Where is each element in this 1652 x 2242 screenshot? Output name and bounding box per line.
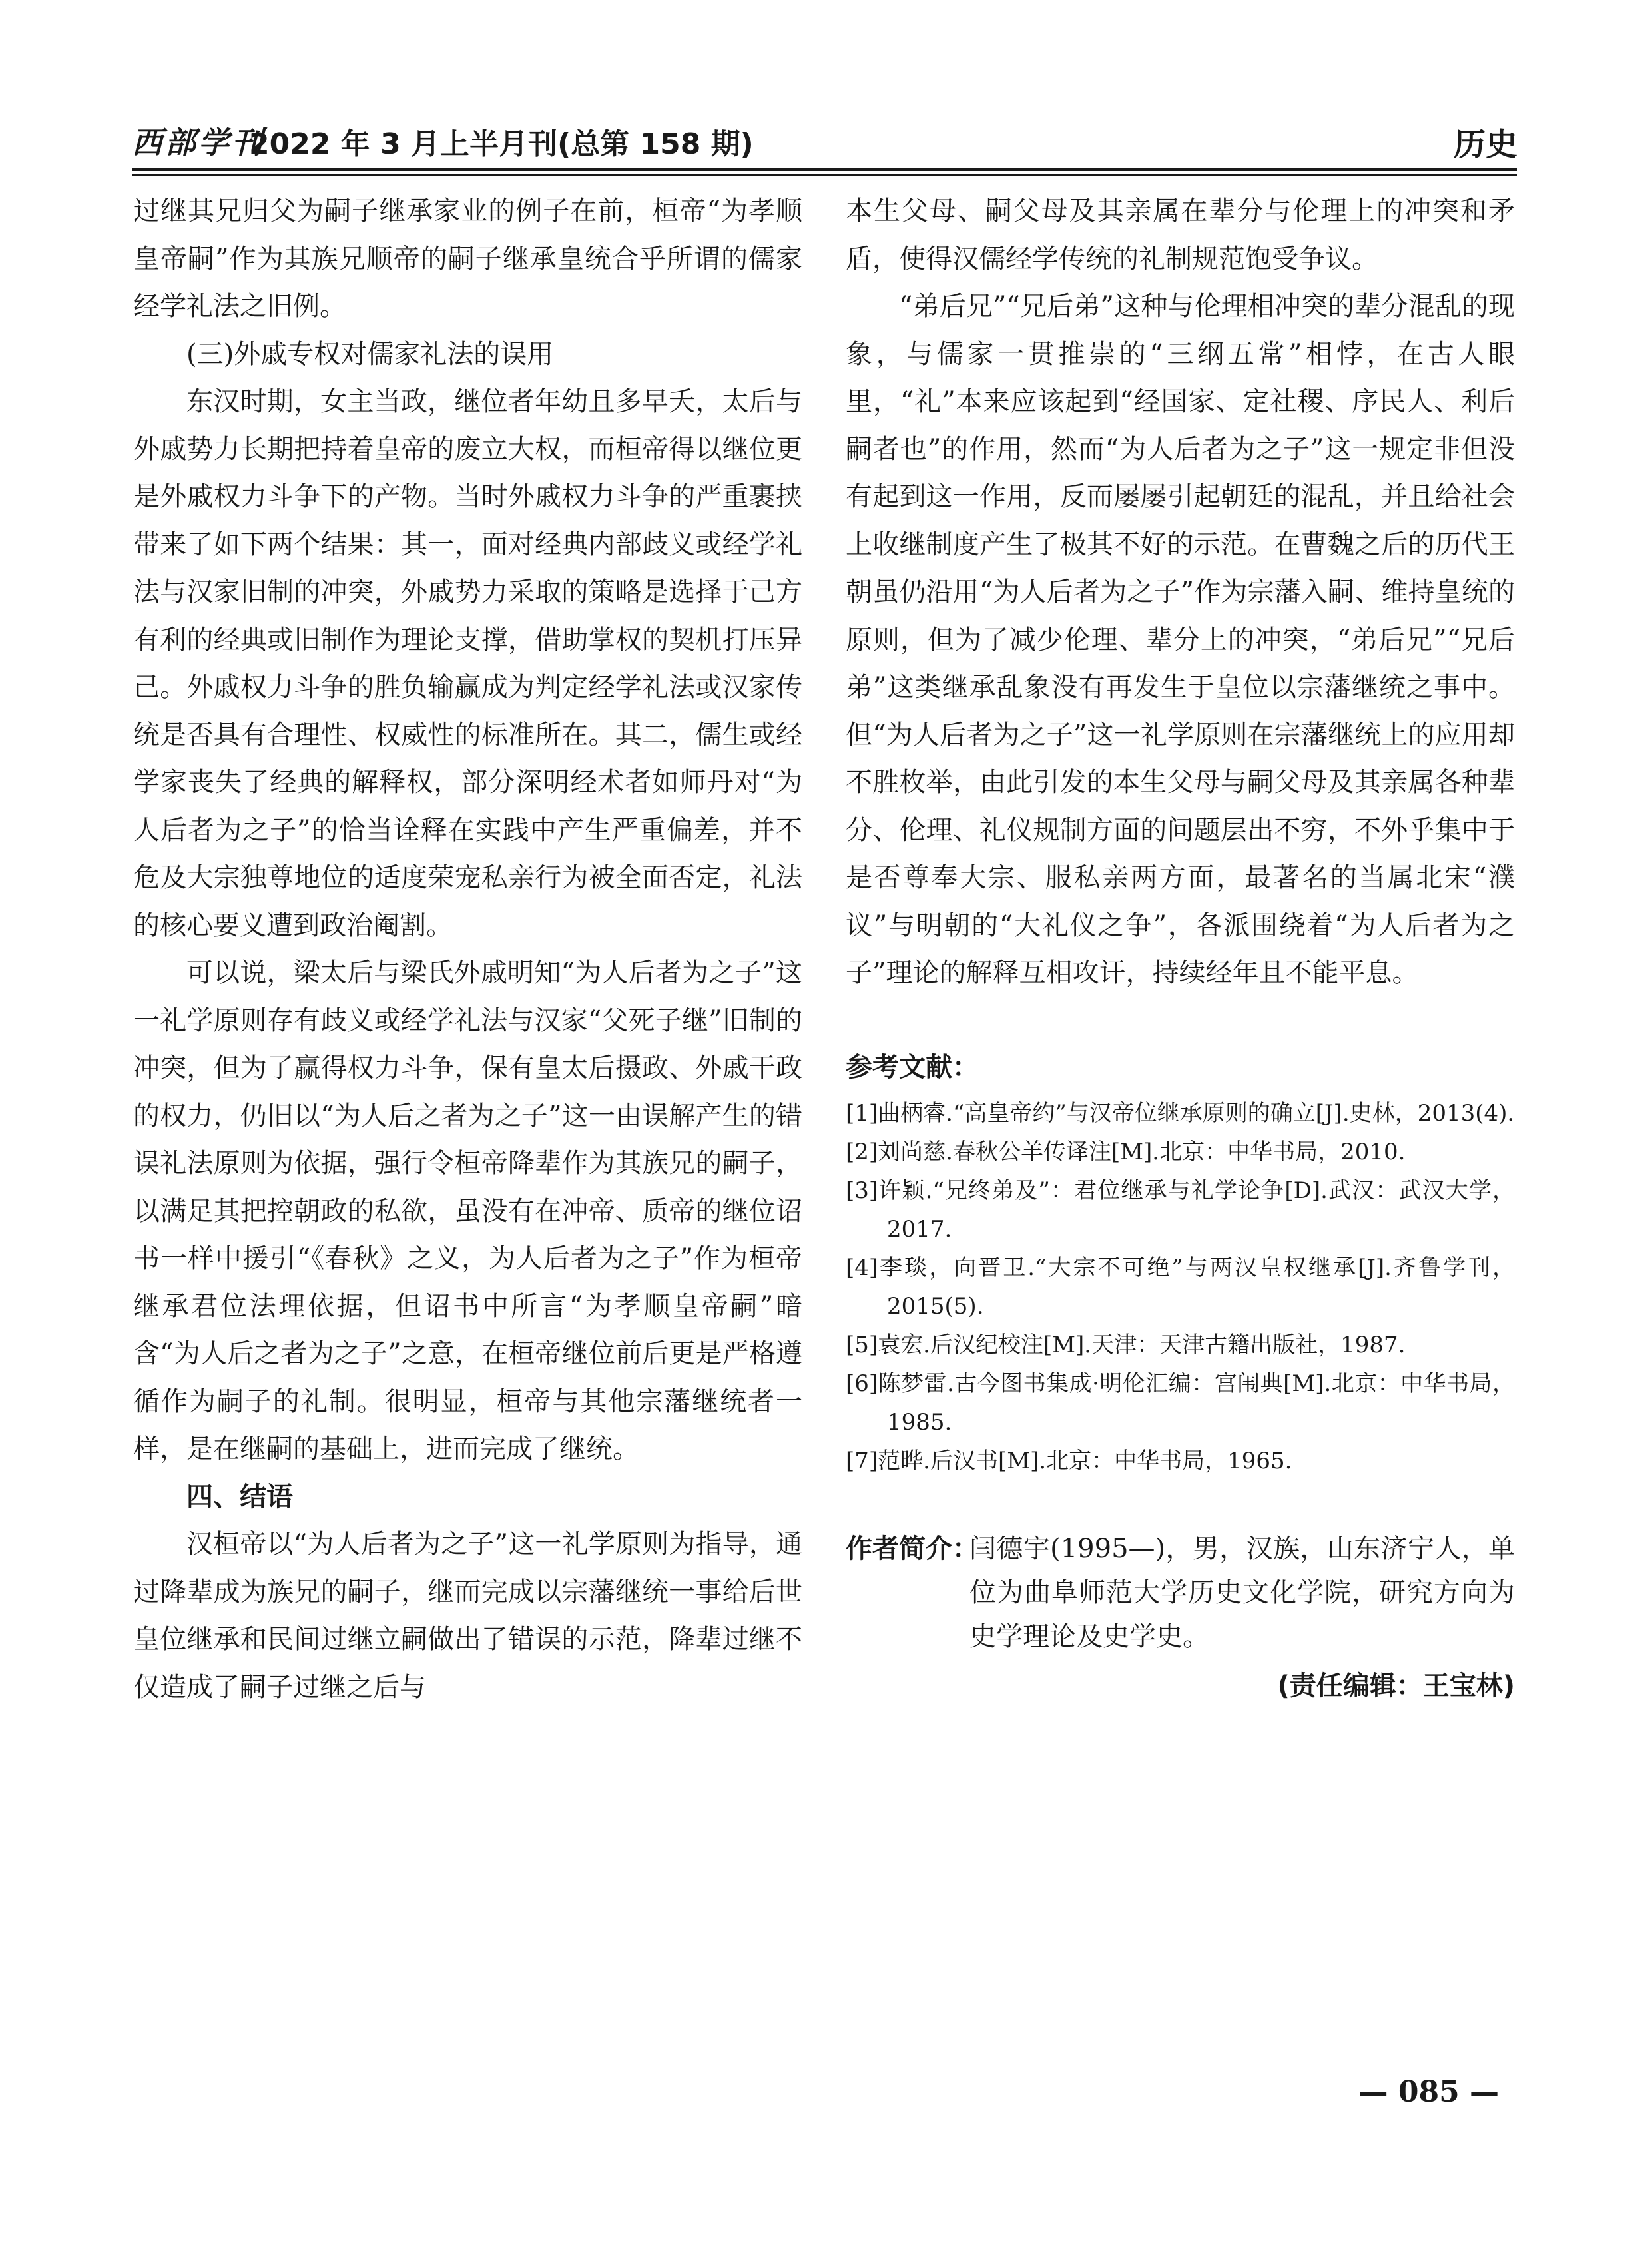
paragraph: 过继其兄归父为嗣子继承家业的例子在前，桓帝“为孝顺皇帝嗣”作为其族兄顺帝的嗣子继承皇统合乎所谓的儒家经学礼法之旧例。 — [133, 196, 802, 322]
section-title: 历史 — [1453, 126, 1517, 163]
author-bio — [846, 1527, 1515, 1659]
reference-item: [4]李琰，向晋卫.“大宗不可绝”与两汉皇权继承[J].齐鲁学刊，2015(5). — [846, 1255, 1515, 1320]
responsible-editor: (责任编辑：王宝林) — [1277, 1671, 1515, 1701]
section-heading: 四、结语 — [186, 1481, 293, 1512]
left-column — [133, 188, 802, 1711]
reference-item: [7]范晔.后汉书[M].北京：中华书局，1965. — [846, 1448, 1292, 1474]
reference-item: [1]曲柄睿.“高皇帝约”与汉帝位继承原则的确立[J].史林，2013(4). — [846, 1100, 1515, 1127]
paragraph: 汉桓帝以“为人后者为之子”这一礼学原则为指导，通过降辈成为族兄的嗣子，继而完成以宗藩继统一事给后世皇位继承和民间过继立嗣做出了错误的示范，降辈过继不仅造成了嗣子过继之后与 — [133, 1529, 802, 1703]
paragraph: 本生父母、嗣父母及其亲属在辈分与伦理上的冲突和矛盾，使得汉儒经学传统的礼制规范饱受争议。 — [846, 196, 1515, 274]
reference-item: [2]刘尚慈.春秋公羊传译注[M].北京：中华书局，2010. — [846, 1139, 1406, 1165]
issue-info: 2022 年 3 月上半月刊(总第 158 期) — [249, 127, 754, 161]
page-header — [132, 115, 1517, 161]
author-text: 闫德宇(1995—)，男，汉族，山东济宁人，单位为曲阜师范大学历史文化学院，研究方向为史学理论及史学史。 — [969, 1534, 1515, 1652]
references-title: 参考文献： — [846, 1051, 979, 1083]
reference-item: [5]袁宏.后汉纪校注[M].天津：天津古籍出版社，1987. — [846, 1332, 1406, 1358]
references-list — [846, 1094, 1515, 1480]
header-rule-thick — [132, 168, 1517, 171]
right-column — [846, 188, 1515, 1711]
author-label: 作者简介： — [846, 1534, 979, 1564]
reference-item: [3]许颖.“兄终弟及”：君位继承与礼学论争[D].武汉：武汉大学，2017. — [846, 1177, 1515, 1243]
paragraph: “弟后兄”“兄后弟”这种与伦理相冲突的辈分混乱的现象，与儒家一贯推崇的“三纲五常”相悖，在古人眼里，“礼”本来应该起到“经国家、定社稷、序民人、利后嗣者也”的作用，然而“为人后者为之子”这一规定非但没有起到这一作用，反而屡屡引起朝廷的混乱，并且给社会上收继制度产生了极其不好的示范。在曹魏之后的历代王朝虽仍沿用“为人后者为之子”作为宗藩入嗣、维持皇统的原则，但为了减少伦理、辈分上的冲突，“弟后兄”“兄后弟”这类继承乱象没有再发生于皇位以宗藩继统之事中。但“为人后者为之子”这一礼学原则在宗藩继统上的应用却不胜枚举，由此引发的本生父母与嗣父母及其亲属各种辈分、伦理、礼仪规制方面的问题层出不穷，不外乎集中于是否尊奉大宗、服私亲两方面，最著名的当属北宋“濮议”与明朝的“大礼仪之争”，各派围绕着“为人后者为之子”理论的解释互相攻讦，持续经年且不能平息。 — [846, 291, 1515, 988]
reference-item: [6]陈梦雷.古今图书集成·明伦汇编：宫闱典[M].北京：中华书局，1985. — [846, 1370, 1515, 1436]
paragraph: 可以说，梁太后与梁氏外戚明知“为人后者为之子”这一礼学原则存有歧义或经学礼法与汉家“父死子继”旧制的冲突，但为了赢得权力斗争，保有皇太后摄政、外戚干政的权力，仍旧以“为人后之者为之子”这一由误解产生的错误礼法原则为依据，强行令桓帝降辈作为其族兄的嗣子，以满足其把控朝政的私欲，虽没有在冲帝、质帝的继位诏书一样中援引“《春秋》之义，为人后者为之子”作为桓帝继承君位法理依据，但诏书中所言“为孝顺皇帝嗣”暗含“为人后之者为之子”之意，在桓帝继位前后更是严格遵循作为嗣子的礼制。很明显，桓帝与其他宗藩继统者一样，是在继嗣的基础上，进而完成了继统。 — [133, 958, 802, 1464]
paragraph: 东汉时期，女主当政，继位者年幼且多早夭，太后与外戚势力长期把持着皇帝的废立大权，而桓帝得以继位更是外戚权力斗争下的产物。当时外戚权力斗争的严重裹挟带来了如下两个结果：其一，面对经典内部歧义或经学礼法与汉家旧制的冲突，外戚势力采取的策略是选择于己方有利的经典或旧制作为理论支撑，借助掌权的契机打压异己。外戚权力斗争的胜负输赢成为判定经学礼法或汉家传统是否具有合理性、权威性的标准所在。其二，儒生或经学家丧失了经典的解释权，部分深明经术者如师丹对“为人后者为之子”的恰当诠释在实践中产生严重偏差，并不危及大宗独尊地位的适度荣宠私亲行为被全面否定，礼法的核心要义遭到政治阉割。 — [133, 386, 802, 941]
subsection-heading: (三)外戚专权对儒家礼法的误用 — [186, 338, 554, 370]
header-rule-thin — [132, 174, 1517, 176]
page-number: — 085 — — [1358, 2075, 1499, 2109]
journal-logo: 西部学刊 — [132, 125, 265, 160]
